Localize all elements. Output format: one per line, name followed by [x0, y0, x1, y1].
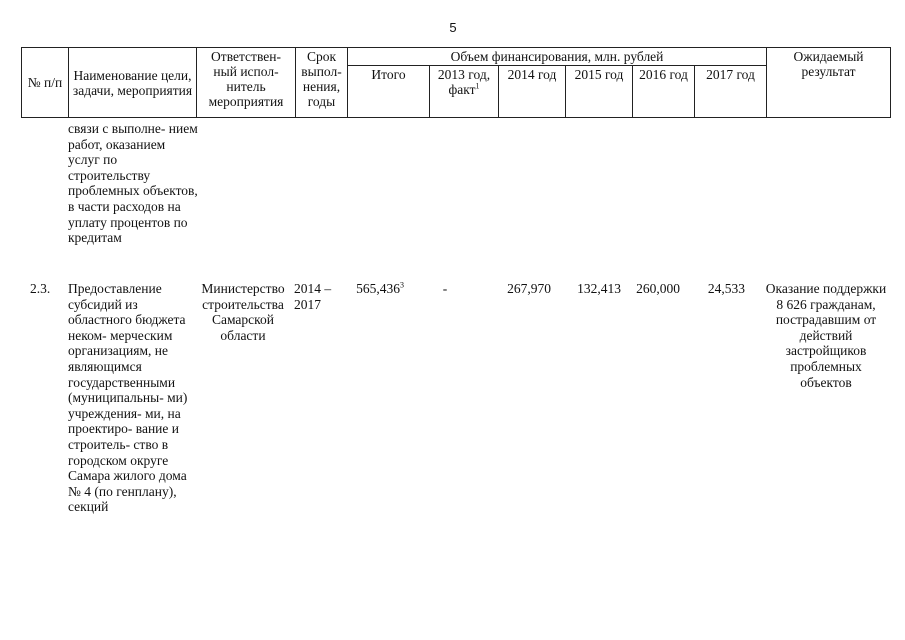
row-2013: -: [442, 281, 448, 296]
row-2016: 260,000: [636, 281, 680, 296]
row-period: 2014 – 2017: [294, 281, 332, 312]
header-total: Итого: [348, 66, 430, 118]
table-header: [21, 47, 891, 118]
row-expected-result: Оказание поддержки 8 626 гражданам, пострадавшим от действий застройщиков проблемных объектов: [765, 281, 887, 390]
row-2015: 132,413: [577, 281, 621, 296]
header-2013-label: 2013 год, факт: [437, 67, 491, 97]
row-responsible: Министерство строительства Самарской области: [201, 281, 285, 343]
header-responsible-col: Ответствен- ный испол- нитель мероприятия: [197, 48, 296, 118]
row-total: [347, 281, 404, 297]
row-2017: 24,533: [707, 281, 745, 296]
continuation-text: связи с выполне- нием работ, оказанием услуг по строительству проблемных объектов, в части расходов на уплату процентов по кредитам: [68, 121, 198, 246]
header-result-col: Ожидаемый результат: [767, 48, 891, 118]
footnote-1: 1: [475, 81, 480, 91]
row-number: 2.3.: [30, 281, 51, 296]
row-total-value: 565,436: [356, 281, 400, 296]
header-2013: [430, 66, 499, 118]
header-2014: 2014 год: [499, 66, 566, 118]
row-2014: 267,970: [507, 281, 551, 296]
footnote-3: 3: [400, 280, 404, 290]
header-2017: 2017 год: [695, 66, 767, 118]
header-number-col: № п/п: [22, 48, 69, 118]
page-number: 5: [449, 20, 457, 35]
header-2016: 2016 год: [633, 66, 695, 118]
row-description: Предоставление субсидий из областного бюджета неком- мерческим организациям, не являющимся государственными (муниципальны- ми) учреждения- ми, на проектиро- вание и строитель- ство в городском округе Самара жилого дома № 4 (по генплану), секций: [68, 281, 188, 515]
header-name-col: Наименование цели, задачи, мероприятия: [69, 48, 197, 118]
header-2015: 2015 год: [566, 66, 633, 118]
header-financing-col: Объем финансирования, млн. рублей: [348, 48, 767, 66]
header-period-col: Срок выпол- нения, годы: [296, 48, 348, 118]
